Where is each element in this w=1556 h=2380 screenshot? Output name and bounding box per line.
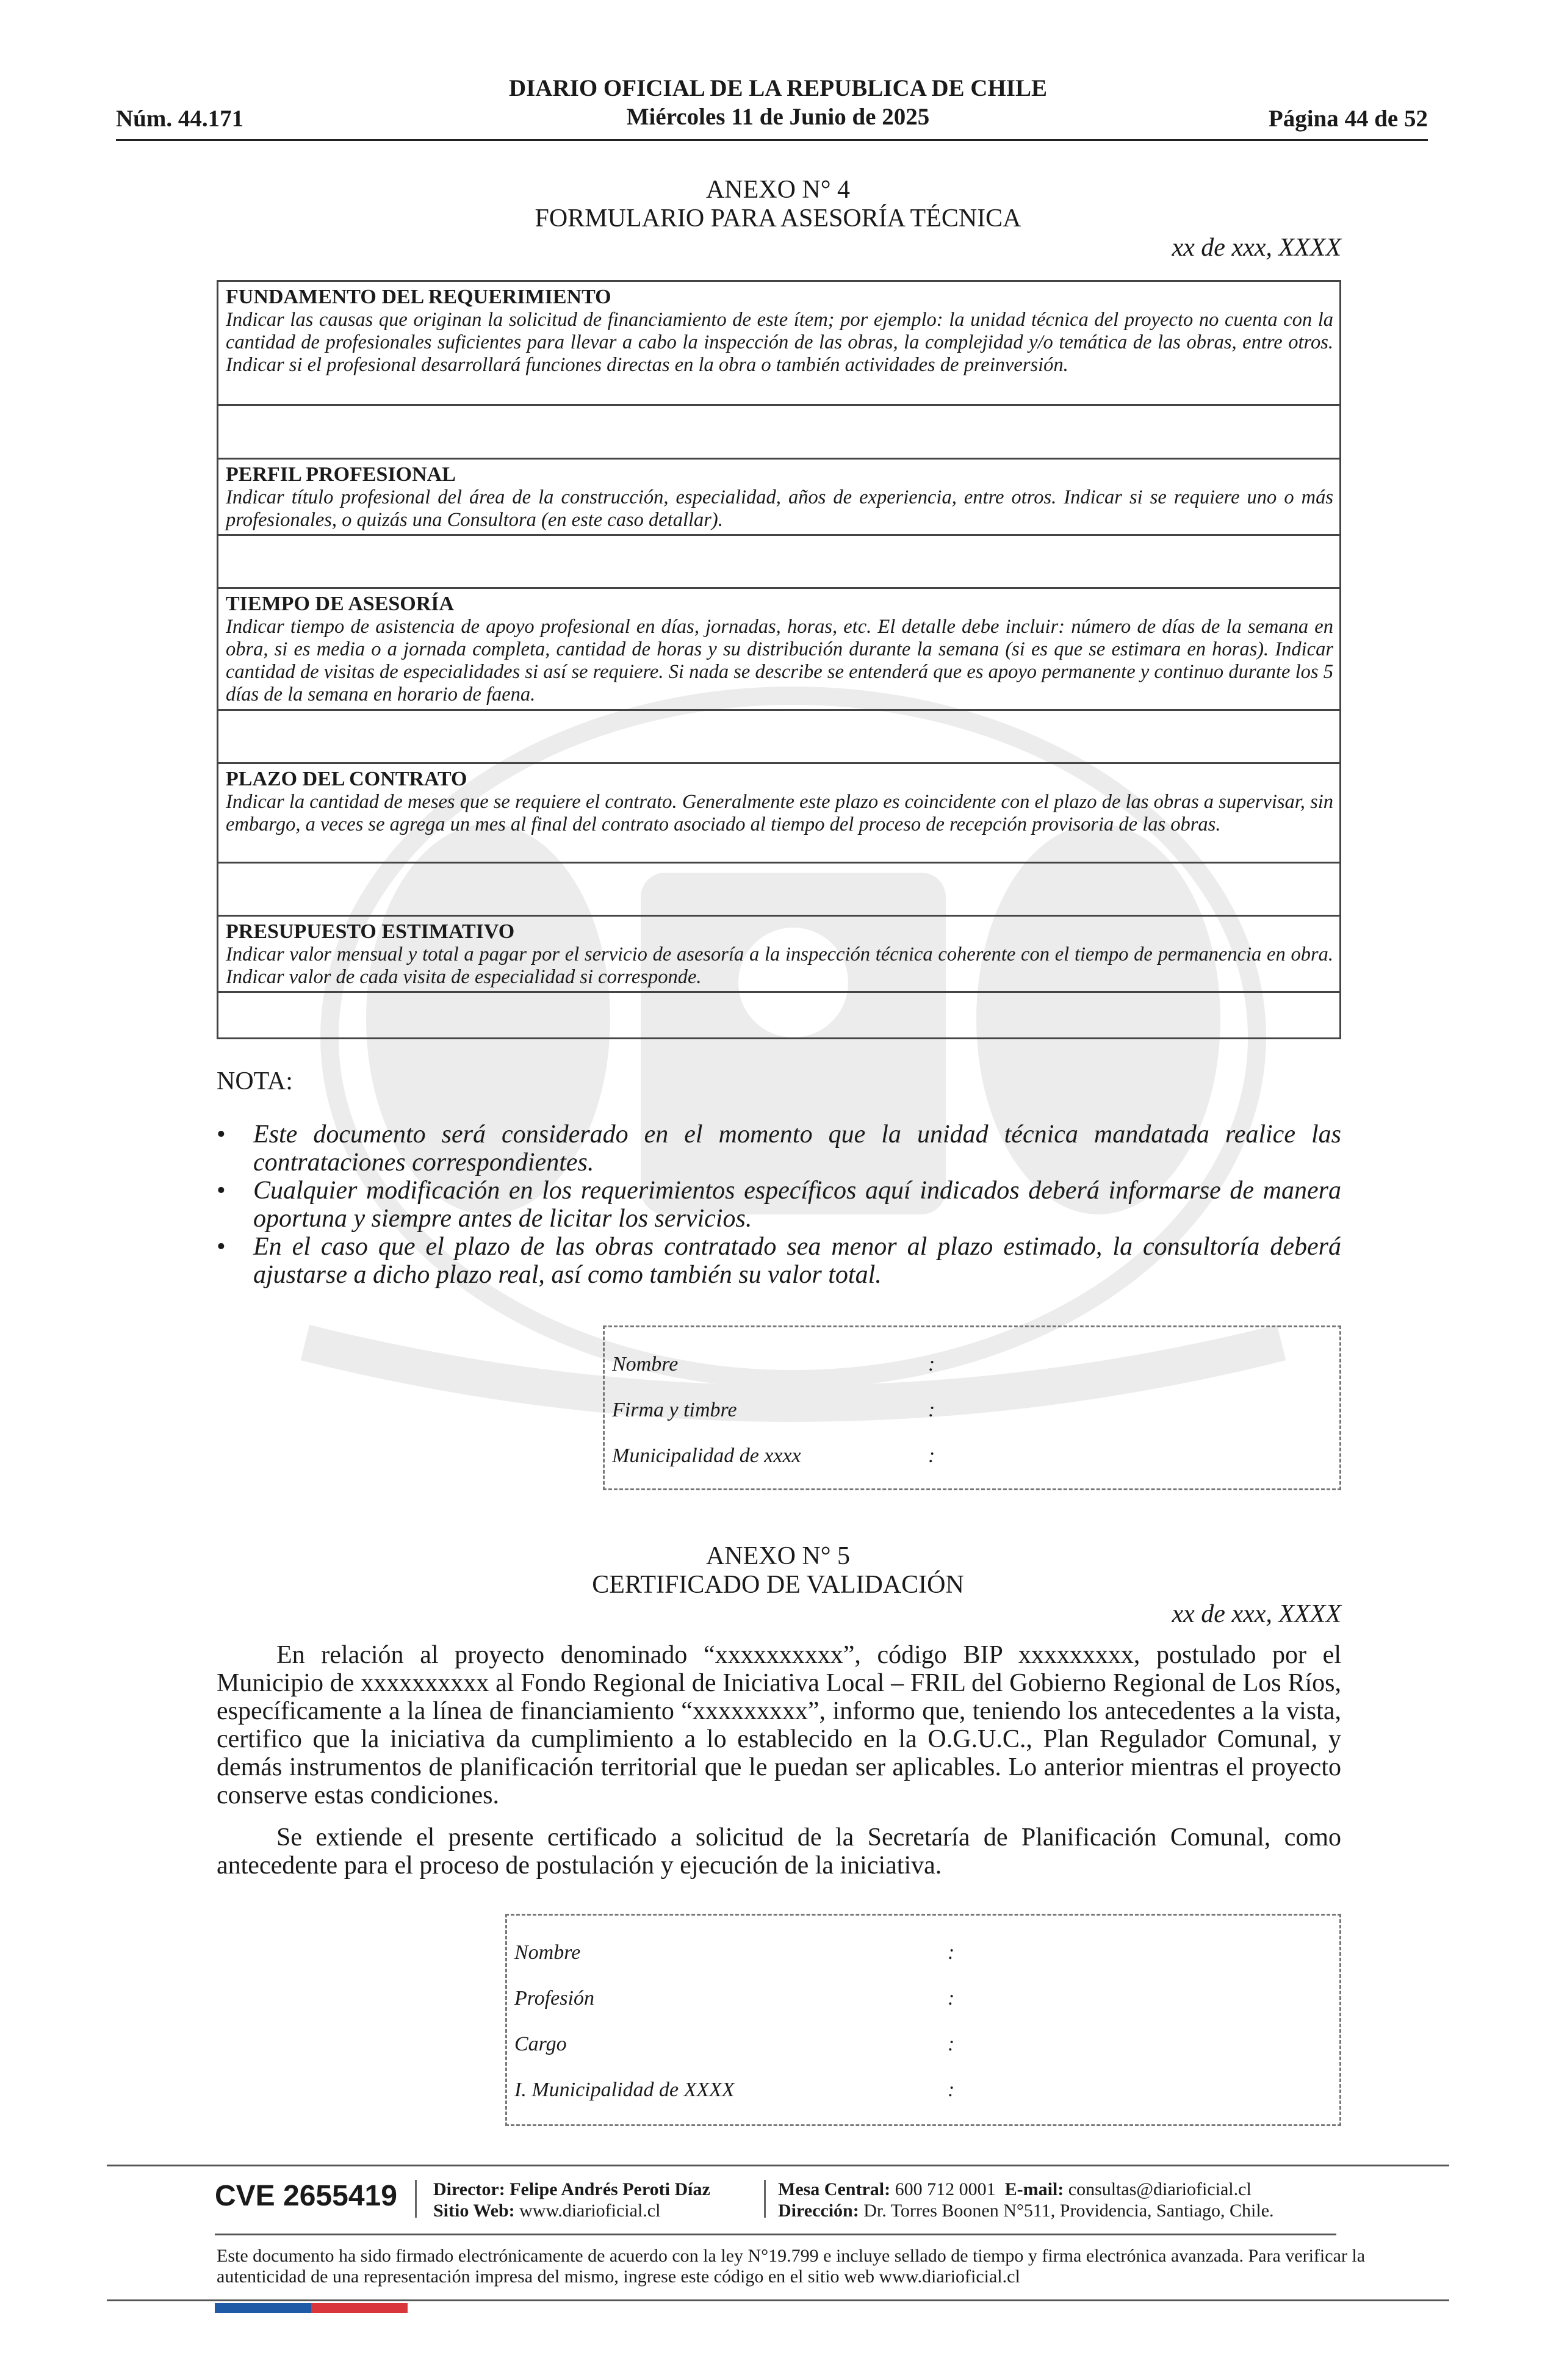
flag-stripe-red [311,2303,408,2313]
footer-divider [107,2165,1449,2166]
website-link[interactable]: www.diarioficial.cl [519,2201,661,2221]
signature-field-municipality: Municipalidad de xxxx [612,1444,801,1467]
form-row-description: Indicar tiempo de asistencia de apoyo profesional en días, jornadas, horas, etc. El detalle debe incluir: número de días de la semana en obra, si es media o a jornada completa, cantidad de horas y su distribución durante la semana (si es que se estimara en horas). Indicar cantidad de visitas de especialidades si así se requiere. Si nada se describe se entenderá que es apoyo permanente y continuo durante los 5 días de la semana en horario de faena. [226,616,1333,705]
form-row-label: FUNDAMENTO DEL REQUERIMIENTO [226,286,611,308]
form-row-description: Indicar las causas que originan la solicitud de financiamiento de este ítem; por ejemplo: la unidad técnica del proyecto no cuenta con la cantidad de profesionales suficientes para llevar a cabo la inspección de las obras, la complejidad y/o temática de las obras, entre otros. Indicar si el profesional desarrollará funciones directas en la obra o también actividades de preinversión. [226,309,1333,376]
newspaper-title: DIARIO OFICIAL DE LA REPUBLICA DE CHILE [508,75,1047,101]
address-line [778,2200,1274,2221]
signature-box-annex5 [505,1914,1341,2126]
signature-colon: : [948,2033,955,2055]
list-item [217,1233,1341,1289]
form-row-perfil [218,458,1339,534]
form-row-description: Indicar valor mensual y total a pagar por el servicio de asesoría a la inspección técnica coherente con el tiempo de permanencia en obra. Indicar valor de cada visita de especialidad si corresponde. [226,943,1333,988]
footer-separator [415,2180,417,2218]
bullet-icon: • [217,1233,226,1261]
nota-label: NOTA: [217,1067,293,1095]
signature-field-position: Cargo [514,2033,567,2055]
list-item [217,1177,1341,1233]
form-row-plazo [218,762,1339,862]
director-label: Director: [433,2179,505,2199]
form-answer-presupuesto[interactable] [218,991,1339,1037]
signature-colon: : [948,1987,955,2010]
signature-field-firm: Firma y timbre [612,1399,737,1421]
certificate-paragraph-1: En relación al proyecto denominado “xxxxxxxxxx”, código BIP xxxxxxxxx, postulado por el Municipio de xxxxxxxxxx al Fondo Regional de Iniciativa Local – FRIL del Gobierno Regional de Los Ríos, específicamente a la línea de financiamiento “xxxxxxxxx”, informo que, teniendo los antecedentes a la vista, certifico que la iniciativa da cumplimiento a lo establecido en la O.G.U.C., Plan Regulador Comunal, y demás instrumentos de planificación territorial que le puedan ser aplicables. Lo anterior mientras el proyecto conserve estas condiciones. [217,1641,1341,1809]
form-answer-tiempo[interactable] [218,709,1339,762]
form-row-label: PRESUPUESTO ESTIMATIVO [226,920,515,943]
issue-date: Miércoles 11 de Junio de 2025 [626,104,930,130]
note-text: Este documento será considerado en el momento que la unidad técnica mandatada realice las contrataciones correspondientes. [253,1120,1341,1177]
technical-advisory-form [217,280,1341,1039]
annex5-title: ANEXO N° 5 [705,1542,851,1570]
phone-label: Mesa Central: [778,2179,891,2199]
website-line [433,2200,660,2221]
notes-list [217,1120,1341,1289]
legal-notice: Este documento ha sido firmado electrónicamente de acuerdo con la ley N°19.799 e incluye sellado de tiempo y firma electrónica avanzada. Para verificar la autenticidad de una representación impresa del mismo, ingrese este código en el sitio web www.diarioficial.cl [217,2246,1366,2287]
cve-code: CVE 2655419 [215,2180,397,2212]
phone-number: 600 712 0001 [895,2179,996,2199]
address-label: Dirección: [778,2201,859,2221]
form-row-label: TIEMPO DE ASESORÍA [226,593,455,615]
footer-bottom-divider [107,2299,1449,2301]
form-answer-plazo[interactable] [218,862,1339,915]
signature-colon: : [928,1399,935,1421]
signature-colon: : [948,1941,955,1964]
footer-inner-divider [215,2234,1336,2235]
annex4-date: xx de xxx, XXXX [1172,234,1341,262]
signature-field-name: Nombre [514,1941,581,1964]
form-row-description: Indicar la cantidad de meses que se requiere el contrato. Generalmente este plazo es coincidente con el plazo de las obras a supervisar, sin embargo, a veces se agrega un mes al final del contrato asociado al tiempo del proceso de recepción provisoria de las obras. [226,791,1333,835]
bullet-icon: • [217,1177,226,1205]
director-name: Felipe Andrés Peroti Díaz [510,2179,710,2199]
form-row-description: Indicar título profesional del área de la construcción, especialidad, años de experiencia, entre otros. Indicar si se requiere uno o más profesionales, o quizás una Consultora (en este caso detallar). [226,486,1333,531]
signature-colon: : [928,1353,935,1376]
form-row-label: PERFIL PROFESIONAL [226,463,456,486]
signature-field-name: Nombre [612,1353,679,1376]
note-text: En el caso que el plazo de las obras contratado sea menor al plazo estimado, la consultoría deberá ajustarse a dicho plazo real, así como también su valor total. [253,1233,1341,1289]
header-divider [116,139,1428,141]
form-row-tiempo [218,587,1339,709]
bullet-icon: • [217,1120,226,1149]
form-row-presupuesto [218,915,1339,991]
website-label: Sitio Web: [433,2201,515,2221]
signature-colon: : [948,2079,955,2101]
flag-stripe-blue [215,2303,311,2313]
email-label: E-mail: [1004,2179,1064,2199]
form-answer-fundamento[interactable] [218,404,1339,458]
form-row-fundamento [218,282,1339,404]
director-line [433,2179,710,2200]
signature-box-annex4 [603,1325,1341,1490]
signature-colon: : [928,1444,935,1467]
form-answer-perfil[interactable] [218,534,1339,587]
annex4-subtitle: FORMULARIO PARA ASESORÍA TÉCNICA [535,204,1021,233]
annex5-date: xx de xxx, XXXX [1172,1600,1341,1628]
footer-separator [764,2180,766,2218]
annex5-subtitle: CERTIFICADO DE VALIDACIÓN [592,1571,964,1599]
annex4-title: ANEXO N° 4 [705,176,851,204]
email-link[interactable]: consultas@diarioficial.cl [1068,2179,1252,2199]
signature-field-profession: Profesión [514,1987,594,2010]
page-number: Página 44 de 52 [1268,106,1428,132]
address-text: Dr. Torres Boonen N°511, Providencia, Santiago, Chile. [863,2201,1274,2221]
list-item [217,1120,1341,1177]
signature-field-municipality: I. Municipalidad de XXXX [514,2079,735,2101]
contact-line [778,2179,1252,2200]
form-row-label: PLAZO DEL CONTRATO [226,768,467,790]
certificate-paragraph-2: Se extiende el presente certificado a solicitud de la Secretaría de Planificación Comunal, como antecedente para el proceso de postulación y ejecución de la iniciativa. [217,1823,1341,1880]
note-text: Cualquier modificación en los requerimientos específicos aquí indicados deberá informarse de manera oportuna y siempre antes de licitar los servicios. [253,1177,1341,1233]
issue-number: Núm. 44.171 [116,106,244,132]
